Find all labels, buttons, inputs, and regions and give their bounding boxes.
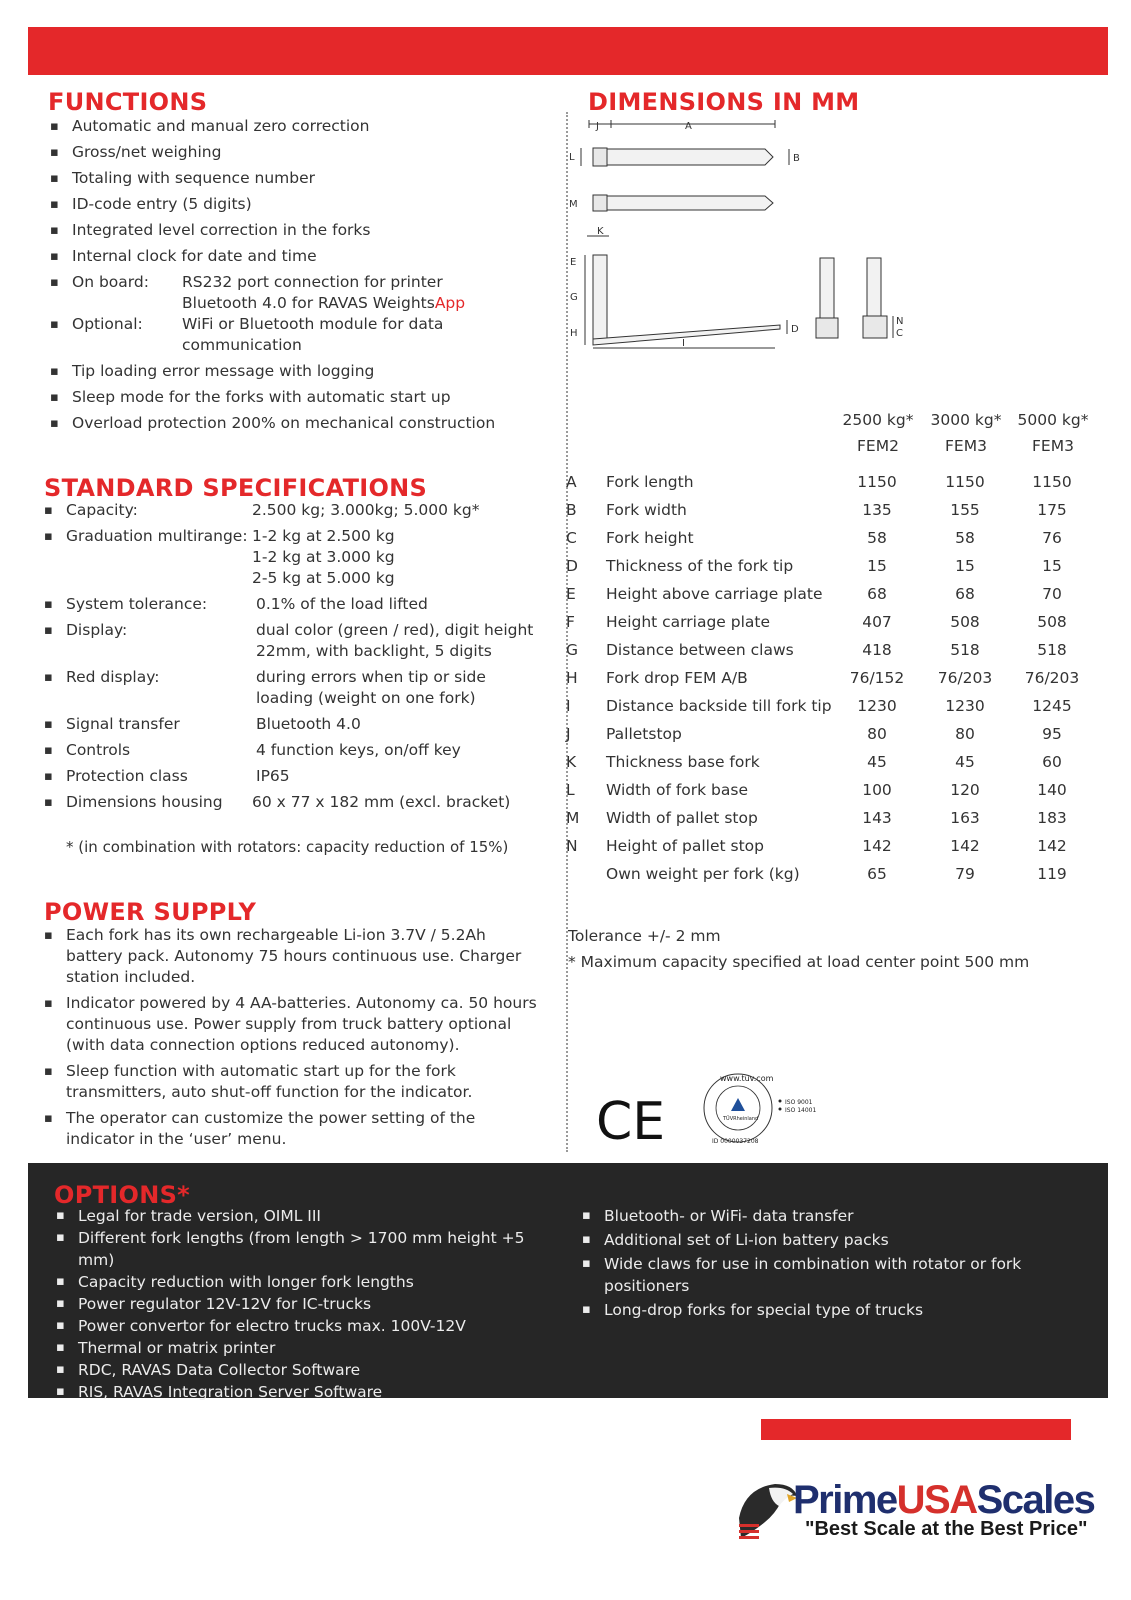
row-value-fem3-5000: 60: [1042, 753, 1062, 771]
row-letter: M: [566, 809, 580, 827]
list-item: ▪ Gross/net weighing: [50, 142, 530, 163]
onboard-label: ▪ On board:: [72, 273, 149, 291]
options-list-right: [582, 1205, 1042, 1323]
row-description: Width of pallet stop: [606, 809, 758, 827]
row-letter: D: [566, 557, 578, 575]
column-head-2: [923, 407, 1009, 459]
row-description: Thickness of the fork tip: [606, 557, 794, 575]
row-value-fem3-5000: 76/203: [1024, 669, 1080, 687]
row-value-fem2: 418: [862, 641, 892, 659]
power-heading: POWER SUPPLY: [44, 898, 257, 926]
row-value-fem3: 15: [955, 557, 975, 575]
row-value-fem3: 518: [950, 641, 980, 659]
tuv-certification-icon: [700, 1068, 830, 1148]
spec-value: dual color (green / red), digit height 22mm, with backlight, 5 digits: [256, 621, 534, 660]
list-item: ▪ Overload protection 200% on mechanical construction: [50, 413, 530, 434]
spec-row: [44, 714, 544, 735]
table-row: [566, 524, 1106, 552]
column-model: FEM2: [857, 437, 899, 455]
row-value-fem3: 163: [950, 809, 980, 827]
spec-label: ▪ Capacity:: [66, 501, 138, 519]
row-value-fem2: 68: [867, 585, 887, 603]
row-value-fem3-5000: 1150: [1032, 473, 1072, 491]
functions-heading: FUNCTIONS: [48, 88, 208, 116]
spec-row: [44, 526, 544, 589]
row-value-fem3-5000: 1245: [1032, 697, 1072, 715]
spec-row: [44, 667, 544, 709]
column-model: FEM3: [1032, 437, 1074, 455]
list-item: ▪ RDC, RAVAS Data Collector Software: [56, 1359, 556, 1381]
specs-footnote: * (in combination with rotators: capacity reduction of 15%): [66, 838, 509, 856]
row-letter: C: [566, 529, 577, 547]
tuv-url: www.tuv.com: [720, 1074, 774, 1083]
spec-label: ▪ System tolerance:: [66, 595, 208, 613]
row-description: Fork length: [606, 473, 694, 491]
row-value-fem3-5000: 518: [1037, 641, 1067, 659]
row-description: Width of fork base: [606, 781, 748, 799]
options-panel: [28, 1163, 1108, 1401]
row-value-fem3: 58: [955, 529, 975, 547]
row-letter: I: [566, 697, 571, 715]
eagle-icon: [735, 1478, 799, 1544]
diagram-label-d: D: [791, 324, 799, 335]
spec-row: [44, 740, 544, 761]
row-value-fem3: 1150: [945, 473, 985, 491]
row-value-fem2: 15: [867, 557, 887, 575]
list-item: ▪ Tip loading error message with logging: [50, 361, 530, 382]
spec-label: ▪ Signal transfer: [66, 715, 180, 733]
list-item-optional: [50, 314, 530, 356]
tuv-name: TÜVRheinland: [723, 1116, 759, 1122]
row-value-fem3: 508: [950, 613, 980, 631]
spec-label: ▪ Controls: [66, 741, 131, 759]
row-value-fem3-5000: 142: [1037, 837, 1067, 855]
row-value-fem2: 135: [862, 501, 892, 519]
row-value-fem2: 45: [867, 753, 887, 771]
table-row: [566, 608, 1106, 636]
row-description: Height above carriage plate: [606, 585, 823, 603]
row-letter: L: [566, 781, 575, 799]
row-value-fem2: 100: [862, 781, 892, 799]
row-letter: F: [566, 613, 575, 631]
column-capacity: 2500 kg*: [842, 411, 914, 429]
list-item: ▪ The operator can customize the power setting of the indicator in the ‘user’ menu.: [44, 1108, 544, 1150]
diagram-label-h: H: [570, 328, 578, 339]
row-letter: A: [566, 473, 577, 491]
brand-name-scales: Scales: [976, 1478, 1095, 1522]
list-item: ▪ Legal for trade version, OIML III: [56, 1205, 556, 1227]
dimensions-heading: DIMENSIONS IN MM: [588, 88, 860, 116]
row-letter: N: [566, 837, 578, 855]
row-description: Distance backside till fork tip: [606, 697, 832, 715]
row-value-fem3-5000: 175: [1037, 501, 1067, 519]
row-letter: E: [566, 585, 576, 603]
onboard-line-1: RS232 port connection for printer: [182, 273, 443, 291]
row-description: Own weight per fork (kg): [606, 865, 800, 883]
ce-mark-text: CE: [596, 1092, 666, 1152]
table-row: [566, 720, 1106, 748]
spec-value: during errors when tip or side loading (weight on one fork): [256, 668, 486, 707]
column-model: FEM3: [945, 437, 987, 455]
spec-label: ▪ Display:: [66, 621, 128, 639]
spec-row: [44, 500, 544, 521]
spec-row: [44, 594, 544, 615]
row-value-fem2: 1150: [857, 473, 897, 491]
specs-heading: STANDARD SPECIFICATIONS: [44, 474, 428, 502]
row-value-fem3-5000: 95: [1042, 725, 1062, 743]
ce-mark-icon: [596, 1092, 676, 1152]
spec-label: ▪ Graduation multirange:: [66, 527, 248, 545]
list-item: ▪ ID-code entry (5 digits): [50, 194, 530, 215]
column-head-3: [1010, 407, 1096, 459]
list-item: ▪ Capacity reduction with longer fork lengths: [56, 1271, 556, 1293]
fork-dimension-diagram: [569, 118, 935, 363]
optional-value: WiFi or Bluetooth module for data communication: [182, 315, 444, 354]
list-item: ▪ Each fork has its own rechargeable Li-ion 3.7V / 5.2Ah battery pack. Autonomy 75 hours continuous use. Charger station included.: [44, 925, 544, 988]
diagram-label-a: A: [685, 121, 692, 132]
list-item: ▪ Long-drop forks for special type of trucks: [582, 1299, 1042, 1321]
list-item: ▪ Sleep function with automatic start up for the fork transmitters, auto shut-off function for the indicator.: [44, 1061, 544, 1103]
table-row: [566, 692, 1106, 720]
row-value-fem3: 155: [950, 501, 980, 519]
spec-value: 2.500 kg; 3.000kg; 5.000 kg*: [252, 501, 480, 519]
list-item: ▪ Thermal or matrix printer: [56, 1337, 556, 1359]
spec-row: [44, 766, 544, 787]
diagram-label-e: E: [570, 257, 577, 268]
list-item: ▪ Power regulator 12V-12V for IC-trucks: [56, 1293, 556, 1315]
list-item: ▪ Bluetooth- or WiFi- data transfer: [582, 1205, 1042, 1227]
diagram-label-l: L: [569, 152, 575, 163]
row-value-fem3: 1230: [945, 697, 985, 715]
list-item-onboard: [50, 272, 530, 314]
spec-value: Bluetooth 4.0: [256, 715, 361, 733]
list-item: ▪ Indicator powered by 4 AA-batteries. Autonomy ca. 50 hours continuous use. Power supply from truck battery optional (with data connection options reduced autonomy).: [44, 993, 544, 1056]
table-row: [566, 748, 1106, 776]
list-item: ▪ Internal clock for date and time: [50, 246, 530, 267]
row-value-fem2: 407: [862, 613, 892, 631]
row-value-fem2: 142: [862, 837, 892, 855]
row-description: Height of pallet stop: [606, 837, 764, 855]
row-letter: H: [566, 669, 578, 687]
table-row: [566, 832, 1106, 860]
row-letter: K: [566, 753, 577, 771]
optional-label: ▪ Optional:: [72, 315, 143, 333]
brand-tagline: "Best Scale at the Best Price": [805, 1518, 1088, 1540]
spec-row: [44, 620, 544, 662]
row-value-fem2: 1230: [857, 697, 897, 715]
row-description: Fork drop FEM A/B: [606, 669, 748, 687]
list-item: ▪ Power convertor for electro trucks max. 100V-12V: [56, 1315, 556, 1337]
table-row: [566, 580, 1106, 608]
diagram-label-j: J: [596, 121, 599, 132]
options-list-left: [56, 1205, 556, 1403]
table-row: [566, 636, 1106, 664]
row-letter: B: [566, 501, 577, 519]
row-letter: J: [566, 725, 571, 743]
power-list: [44, 925, 544, 1155]
column-capacity: 3000 kg*: [930, 411, 1002, 429]
table-row: [566, 804, 1106, 832]
list-item: ▪ Additional set of Li-ion battery packs: [582, 1229, 1042, 1251]
spec-label: ▪ Red display:: [66, 668, 160, 686]
diagram-label-b: B: [793, 153, 800, 164]
row-value-fem3-5000: 119: [1037, 865, 1067, 883]
column-head-1: [835, 407, 921, 459]
spec-label: ▪ Protection class: [66, 767, 188, 785]
table-row: [566, 776, 1106, 804]
spec-value: 4 function keys, on/off key: [256, 741, 461, 759]
list-item: ▪ Sleep mode for the forks with automatic start up: [50, 387, 530, 408]
onboard-line-2-accent: App: [434, 294, 466, 312]
row-value-fem3: 142: [950, 837, 980, 855]
row-value-fem3: 120: [950, 781, 980, 799]
list-item: ▪ Integrated level correction in the forks: [50, 220, 530, 241]
row-value-fem2: 65: [867, 865, 887, 883]
row-value-fem3: 80: [955, 725, 975, 743]
prime-usa-scales-logo: [735, 1478, 1095, 1548]
table-row: [566, 468, 1106, 496]
spec-label: ▪ Dimensions housing: [66, 793, 223, 811]
diagram-label-c: C: [896, 328, 903, 339]
list-item: ▪ RIS, RAVAS Integration Server Software: [56, 1381, 556, 1403]
diagram-label-i: I: [682, 338, 685, 349]
row-description: Fork height: [606, 529, 694, 547]
top-red-bar: [28, 27, 1108, 75]
brand-name-usa: USA: [896, 1478, 977, 1522]
diagram-label-n: N: [896, 316, 904, 327]
table-row: [566, 496, 1106, 524]
tuv-id: ID 0000037208: [712, 1138, 759, 1145]
tolerance-note: Tolerance +/- 2 mm: [568, 927, 721, 945]
row-letter: G: [566, 641, 579, 659]
onboard-line-2: Bluetooth 4.0 for RAVAS Weights: [182, 294, 435, 312]
row-description: Fork width: [606, 501, 687, 519]
row-value-fem3-5000: 76: [1042, 529, 1062, 547]
row-description: Height carriage plate: [606, 613, 771, 631]
row-value-fem2: 76/152: [849, 669, 905, 687]
table-row: [566, 664, 1106, 692]
row-value-fem3-5000: 183: [1037, 809, 1067, 827]
list-item: ▪ Automatic and manual zero correction: [50, 116, 530, 137]
table-row: [566, 552, 1106, 580]
row-value-fem3: 76/203: [937, 669, 993, 687]
row-value-fem3-5000: 140: [1037, 781, 1067, 799]
table-row: [566, 860, 1106, 888]
spec-value: IP65: [256, 767, 290, 785]
row-value-fem2: 143: [862, 809, 892, 827]
row-value-fem3-5000: 508: [1037, 613, 1067, 631]
row-value-fem3: 45: [955, 753, 975, 771]
list-item: ▪ Wide claws for use in combination with rotator or fork positioners: [582, 1253, 1042, 1297]
brand-name-prime: Prime: [793, 1478, 897, 1522]
spec-value: 60 x 77 x 182 mm (excl. bracket): [252, 793, 511, 811]
row-value-fem3-5000: 15: [1042, 557, 1062, 575]
column-capacity: 5000 kg*: [1017, 411, 1089, 429]
row-value-fem2: 58: [867, 529, 887, 547]
list-item: ▪ Different fork lengths (from length > 1700 mm height +5 mm): [56, 1227, 556, 1271]
row-value-fem2: 80: [867, 725, 887, 743]
row-description: Palletstop: [606, 725, 682, 743]
list-item: ▪ Totaling with sequence number: [50, 168, 530, 189]
row-value-fem3: 79: [955, 865, 975, 883]
capacity-note: * Maximum capacity specified at load center point 500 mm: [568, 953, 1030, 971]
brand-name: [793, 1478, 1094, 1522]
diagram-label-m: M: [569, 199, 578, 210]
diagram-label-k: K: [597, 226, 604, 237]
row-description: Thickness base fork: [606, 753, 760, 771]
row-value-fem3-5000: 70: [1042, 585, 1062, 603]
diagram-label-g: G: [570, 292, 578, 303]
spec-value: 1-2 kg at 2.500 kg 1-2 kg at 3.000 kg 2-5 kg at 5.000 kg: [252, 527, 395, 587]
iso-14001: ISO 14001: [785, 1107, 817, 1114]
iso-9001: ISO 9001: [785, 1099, 813, 1106]
specs-list: [44, 500, 544, 818]
functions-list: [50, 116, 530, 439]
row-description: Distance between claws: [606, 641, 794, 659]
options-heading: OPTIONS*: [54, 1181, 191, 1209]
spec-value: 0.1% of the load lifted: [256, 595, 428, 613]
row-value-fem3: 68: [955, 585, 975, 603]
spec-row: [44, 792, 544, 813]
bottom-red-bar: [761, 1419, 1071, 1440]
